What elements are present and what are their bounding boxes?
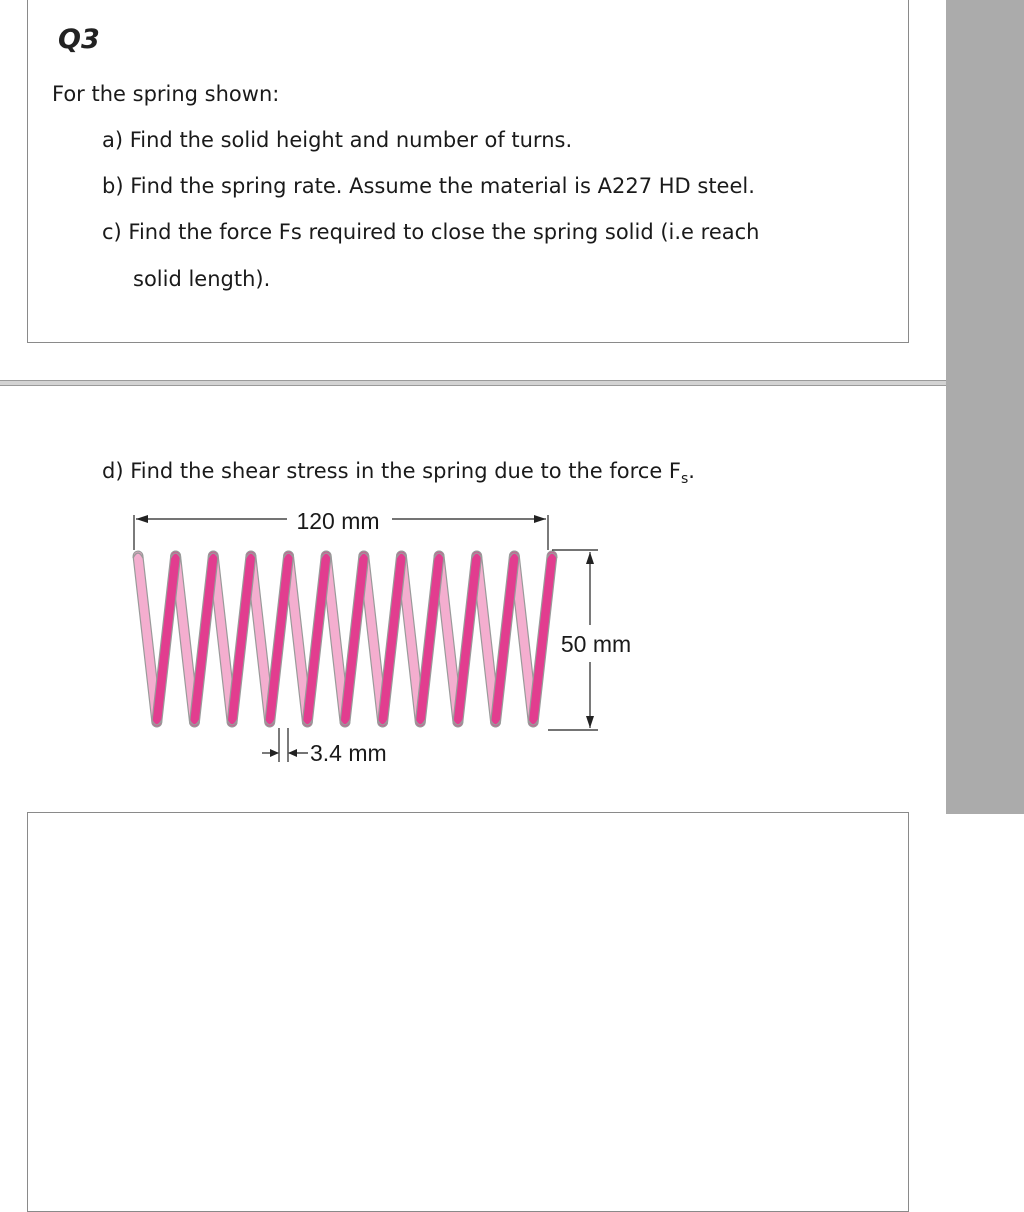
length-label: 120 mm <box>296 508 380 534</box>
height-arrow-top <box>586 552 594 564</box>
coil-front <box>533 556 552 722</box>
wire-dimension <box>262 728 308 762</box>
coil-back <box>176 556 195 722</box>
part-c-continued: solid length). <box>133 267 271 291</box>
question-box-continued <box>27 812 909 1212</box>
part-d-text: d) Find the shear stress in the spring due to the force F <box>102 459 681 483</box>
coil-front <box>458 556 477 722</box>
coil-front <box>383 556 402 722</box>
question-number: Q3 <box>58 24 100 55</box>
coil-front <box>194 556 213 722</box>
part-a: a) Find the solid height and number of turns. <box>102 128 573 152</box>
coil-back <box>289 556 308 722</box>
coil-front <box>496 556 515 722</box>
coil-back <box>326 556 345 722</box>
coil-back <box>401 556 420 722</box>
coil-back <box>477 556 496 722</box>
part-d-subscript: s <box>681 471 689 488</box>
coil-front <box>232 556 251 722</box>
coil-front <box>345 556 364 722</box>
coil-front <box>307 556 326 722</box>
coil-back <box>138 556 157 722</box>
height-arrow-bottom <box>586 716 594 728</box>
coil-front <box>420 556 439 722</box>
coil-back <box>251 556 270 722</box>
coil-back <box>439 556 458 722</box>
wire-label: 3.4 mm <box>310 740 387 766</box>
part-b: b) Find the spring rate. Assume the material is A227 HD steel. <box>102 174 755 198</box>
part-c: c) Find the force Fs required to close the spring solid (i.e reach <box>102 220 760 244</box>
length-arrow-right <box>534 515 546 523</box>
part-d-period: . <box>688 459 695 483</box>
coil-back <box>213 556 232 722</box>
coil-back <box>364 556 383 722</box>
length-arrow-left <box>136 515 148 523</box>
coil-front <box>270 556 289 722</box>
coil-back <box>514 556 533 722</box>
height-label: 50 mm <box>560 631 632 657</box>
wire-arrow-left <box>270 749 279 757</box>
spring-coils <box>133 553 557 725</box>
wire-arrow-right <box>288 749 297 757</box>
scrollbar-gutter[interactable] <box>946 0 1024 814</box>
question-intro: For the spring shown: <box>52 82 280 106</box>
coil-front <box>157 556 176 722</box>
